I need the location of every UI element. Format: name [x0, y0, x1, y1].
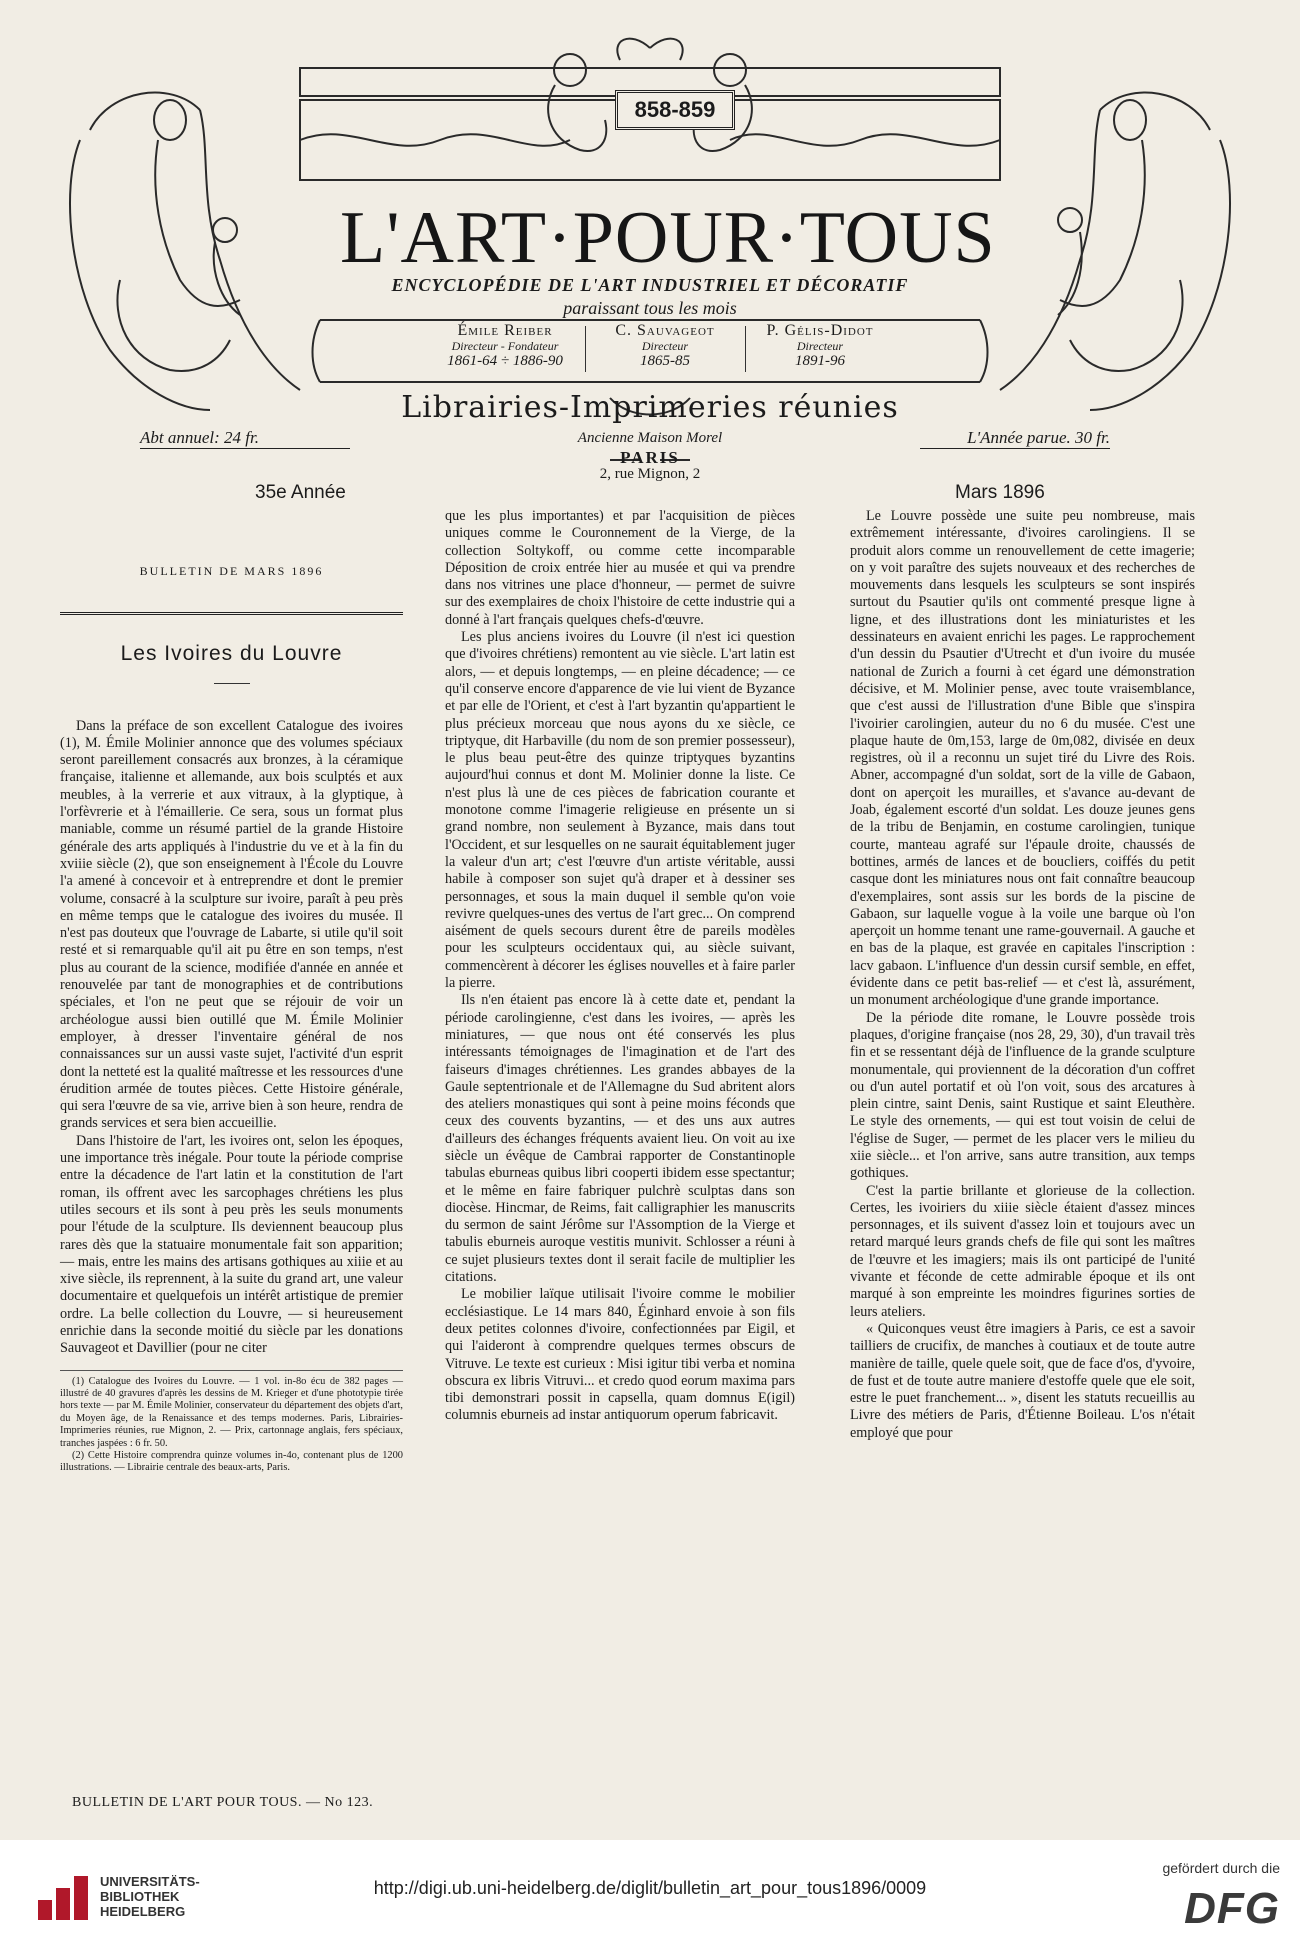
issue-date: Mars 1896 [955, 482, 1045, 503]
journal-title: L'ART·POUR·TOUS [340, 197, 996, 279]
director-1 [430, 322, 580, 369]
university-library-name [100, 1874, 200, 1919]
director-years: 1861-64 ÷ 1886-90 [447, 353, 563, 369]
column-3 [850, 508, 1195, 1442]
running-footer: BULLETIN DE L'ART POUR TOUS. — No 123. [72, 1795, 374, 1810]
director-3 [745, 322, 895, 369]
paragraph: que les plus importantes) et par l'acquisition de pièces uniques comme le Couronnement de la Vierge, de la collection Soltykoff, ou comme cette incomparable Déposition de croix entrée hier au musée et qui va prendre dans nos vitrines une place d'honneur, — permet de suivre sur des exemplaires de choix l'histoire de cette industrie qui a donné à l'art français quelques chefs-d'œuvre. [445, 508, 795, 628]
paragraph: C'est la partie brillante et glorieuse de la collection. Certes, les ivoiriers du xiiie siècle étaient d'assez minces personnages, et ils suivent d'assez loin et toujours avec un retard marqué leurs grands chefs de file qui sont les maîtres de l'œuvre et les imagiers; mais ils ont participé de l'unité vivante et féconde de cette admirable époque et ils ont marqué à son empreinte les moindres figurines sorties de leurs ateliers. [850, 1182, 1195, 1320]
footnote: (2) Cette Histoire comprendra quinze volumes in-4o, contenant plus de 1200 illustrations. — Librairie centrale des beaux-arts, Paris. [60, 1450, 403, 1474]
masthead [50, 30, 1250, 503]
publisher-name: Librairies-Imprimeries réunies [401, 390, 899, 425]
issue-number: 858-859 [615, 90, 735, 130]
footnotes [60, 1370, 403, 1475]
director-separator [585, 326, 586, 372]
director-role: Directeur [641, 339, 689, 353]
university-logo-icon [36, 1870, 94, 1922]
director-years: 1891-96 [795, 353, 845, 369]
director-2 [590, 322, 740, 369]
paragraph: Dans la préface de son excellent Catalogue des ivoires (1), M. Émile Molinier annonce que des volumes spéciaux seront pareillement consacrés aux bronzes, à la céramique française, italienne et allemande, aux bois sculptés et aux meubles, à la verrerie et aux vitraux, à la glyptique, à l'orfèvrerie et à l'émaillerie. Ce sera, sous un format plus maniable, comme un résumé partiel de la grande Histoire générale des arts appliqués à l'industrie du ve et à la fin du xviiie siècle (2), que son enseignement à l'École du Louvre l'a amené à concevoir et à entreprendre et dont le premier volume, consacré à la sculpture sur ivoire, paraît à peu près en même temps que le catalogue des ivoires du musée. Il n'est pas douteux que l'ouvrage de Labarte, si utile qu'il soit resté et si remarquable qu'il ait pu être en son temps, n'est plus au courant de la science, modifiée d'année en année et renouvelée par tant de monographies et de contributions spéciales, et l'on ne peut que se réjouir de voir un archéologue aussi bien outillé que M. Émile Molinier employer, à dresser l'inventaire général de nos connaissances sur un aussi vaste sujet, l'activité d'un esprit dont la netteté est la qualité maîtresse et les ressources d'une érudition armée de toutes pièces. Cette Histoire générale, qui sera l'œuvre de sa vie, arrive bien à son heure, rendra de grands services et sera bien accueillie. [60, 717, 403, 1132]
library-line: UNIVERSITÄTS- [100, 1874, 200, 1889]
double-rule [60, 612, 403, 615]
paragraph: Les plus anciens ivoires du Louvre (il n'est ici question que d'ivoires chrétiens) remontent au vie siècle. L'art latin est alors, — et depuis longtemps, — en pleine décadence; — ce qu'il conserve encore d'apparence de vie lui vient de Byzance et par elle de l'Orient, et c'est à l'art byzantin qu'appartient le plus précieux morceau que nous ayons du xe siècle, ce triptyque, dit Harbaville (du nom de son premier possesseur), le plus beau peut-être des quinze triptyques byzantins aujourd'hui connus et dont M. Molinier donne la liste. Ce n'est plus là une de ces pièces de fabrication courante et monotone comme l'imagerie religieuse en présente un si grand nombre, non seulement à Byzance, mais dans tout l'Occident, et sur lesquelles on ne saurait équitablement juger la valeur d'un art; c'est l'œuvre d'un artiste véritable, aussi habile à composer son sujet qu'à draper et à dessiner ses personnages, et sous la main duquel il semble qu'on voie revivre quelques-unes des vertus de l'art grec... On comprend aisément de quels secours durent être de pareils modèles pour les sculpteurs occidentaux qui, au siècle suivant, commencèrent à décorer les églises nouvelles et à faire parler la pierre. [445, 629, 795, 992]
library-line: BIBLIOTHEK [100, 1889, 180, 1904]
funding-note: gefördert durch die [1162, 1860, 1280, 1876]
subscription-price: Abt annuel: 24 fr. [140, 428, 350, 449]
directors [430, 322, 890, 376]
address: 2, rue Mignon, 2 [599, 466, 701, 482]
director-name: P. Gélis-Didot [766, 322, 874, 339]
article-title: Les Ivoires du Louvre [120, 642, 343, 666]
publication-frequency: paraissant tous les mois [563, 298, 737, 318]
city: PARIS [620, 448, 680, 467]
column-2 [445, 508, 795, 1425]
column-1 [60, 508, 403, 1475]
director-role: Directeur - Fondateur [451, 339, 559, 353]
director-name: C. Sauvageot [615, 322, 715, 339]
paragraph: De la période dite romane, le Louvre possède trois plaques, d'origine française (nos 28, 29, 30), d'un travail très fin et se ressentant déjà de l'influence de la grande sculpture monumentale, qui proviennent de la décoration d'un coffret ou d'un autel portatif et où l'on voit, sous des arcatures à plein cintre, saint Denis, saint Rustique et saint Eleuthère. Le style des ornements, — qui est tout voisin de celui de l'église de Suger, — permet de les placer vers le milieu du xiie siècle... et l'on arrive, sans autre transition, aux temps gothiques. [850, 1009, 1195, 1182]
paragraph: Le mobilier laïque utilisait l'ivoire comme le mobilier ecclésiastique. Le 14 mars 840, Éginhard envoie à son fils deux petites colonnes d'ivoire, confectionnées par Eigil, et qui l'aideront à comprendre quelques termes obscurs de Vitruve. Le texte est curieux : Misi igitur tibi verba et nomina obscura ex libris Vitruvi... et credo quod eorum maxima pars tibi demonstrari possit in capsella, quam domnus E(igil) columnis eburneis ad instar antiquorum operum fabricavit. [445, 1286, 795, 1424]
bulletin-heading: BULLETIN DE MARS 1896 [139, 564, 324, 578]
dfg-logo: DFG [1184, 1884, 1280, 1933]
director-name: Émile Reiber [457, 322, 553, 339]
paragraph: Le Louvre possède une suite peu nombreuse, mais extrêmement intéressante, d'ivoires carolingiens. Il se produit alors comme un renouvellement de cette imagerie; on y voit paraître des sujets nouveaux et des recherches de mouvements dans lesquels les sculpteurs se sont inspirés surtout du Psautier qu'ils ont commenté presque ligne à ligne, et des illustrations dont les miniaturistes et les dessinateurs en avaient enrichi les pages. Le rapprochement d'un dessin du Psautier d'Utrecht et d'un ivoire du musée national de Zurich a fourni à cet égard une démonstration décisive, et M. Molinier pense, avec toute vraisemblance, que c'est aussi de l'illustration d'une Bible que s'inspira l'ivoirier carolingien, auteur du no 6 du musée. C'est une plaque haute de 0m,153, large de 0m,082, divisée en deux registres, où il a reconnu un sujet tiré du Livre des Rois. Abner, accompagné d'un soldat, sort de la ville de Gabaon, dont on aperçoit les murailles, et s'avance au-devant de Joab, également escorté d'un soldat. Les douze jeunes gens de la tribu de Benjamin, en costume carolingien, tunique courte, manteau agrafé sur l'épaule droite, chaussés de bottines, armés de lances et de boucliers, coiffés du petit casque dont les miniatures nous ont fait connaître beaucoup d'exemplaires, sont assis sur les bords de la piscine de Gabaon, sur laquelle vogue à la voile une barque où l'on aperçoit un homme tenant une rame-gouvernail. A gauche et en bas de la plaque, est gravée en capitales l'inscription : lacv gabaon. L'influence d'un dessin cursif semble, en effet, évidente dans ce petit bas-relief — et c'est là, assurément, un monument archéologique d'une grande importance. [850, 508, 1195, 1009]
paragraph: « Quiconques veust être imagiers à Paris, ce est a savoir tailliers de crucifix, de manches à coutiaux et de toute autre manière de taille, quele quele soit, que de face d'os, d'yvoire, de fust et de toute autre maniere d'estoffe quele que ele soit, estre le puet franchement... », disent les statuts recueillis au Livre des métiers de Paris, d'Étienne Boileau. L'os n'était employé que pour [850, 1320, 1195, 1441]
library-line: HEIDELBERG [100, 1904, 186, 1919]
paragraph: Dans l'histoire de l'art, les ivoires ont, selon les époques, une importance très inégale. Pour toute la période comprise entre la décadence de l'art latin et la constitution de l'art roman, ils offrent avec les sarcophages chrétiens les plus utiles secours et ils sont à peu près les seuls monuments pour l'étude de la sculpture. Ils deviennent beaucoup plus rares dès que la statuaire monumentale fait son apparition; — mais, entre les mains des artisans gothiques au xiiie et au xive siècle, ils reprennent, à la suite du grand art, une valeur documentaire et quelquefois un intérêt artistique de premier ordre. La belle collection du Louvre, — si heureusement enrichie dans la seconde moitié du siècle par les donations Sauvageot et Davillier (pour ne citer [60, 1132, 403, 1357]
former-house: Ancienne Maison Morel [577, 430, 723, 446]
footnote: (1) Catalogue des Ivoires du Louvre. — 1 vol. in-8o écu de 382 pages — illustré de 40 gravures d'après les dessins de M. Krieger et d'une phototypie tirée hors texte — par M. Émile Molinier, conservateur du département des objets d'art, du Moyen âge, de la Renaissance et des temps modernes. Paris, Librairies-Imprimeries réunies, rue Mignon, 2. — Prix, cartonnage anglais, fers spéciaux, tranches jaspées : 6 fr. 50. [60, 1375, 403, 1449]
year-label: 35e Année [255, 482, 346, 503]
director-years: 1865-85 [640, 353, 690, 369]
title-rule [214, 683, 250, 684]
director-role: Directeur [796, 339, 844, 353]
permalink[interactable]: http://digi.ub.uni-heidelberg.de/diglit/bulletin_art_pour_tous1896/0009 [373, 1878, 927, 1898]
paragraph: Ils n'en étaient pas encore là à cette date et, pendant la période carolingienne, c'est dans les ivoires, — après les miniatures, — que nous ont été conservés les plus intéressants témoignages de l'imagination et de l'art des faiseurs d'images chrétiennes. Les grandes abbayes de la Gaule septentrionale et de l'Allemagne du Sud abritent alors des ateliers monastiques qui sont à peine moins féconds que ceux des couvents byzantins, — et des uns aux autres d'ailleurs des échanges fréquents avaient lieu. On voit au ixe siècle un évêque de Cambrai rapporter de Constantinople tabulas eburneas quibus libri cooperti ibidem esse spectantur; et le même en faire fabriquer pulchrè sculptas dans son diocèse. Hincmar, de Reims, fait calligraphier les manuscrits du sermon de saint Jérôme sur l'Assomption de la Vierge et tabulis eburneis auroque vestitis munivit. Schlosser a réuni à ce sujet plusieurs textes dont il serait facile de multiplier les citations. [445, 992, 795, 1286]
year-price: L'Année parue. 30 fr. [920, 428, 1110, 449]
journal-subtitle: ENCYCLOPÉDIE DE L'ART INDUSTRIEL ET DÉCORATIF [391, 275, 909, 295]
viewer-footer [0, 1840, 1300, 1948]
